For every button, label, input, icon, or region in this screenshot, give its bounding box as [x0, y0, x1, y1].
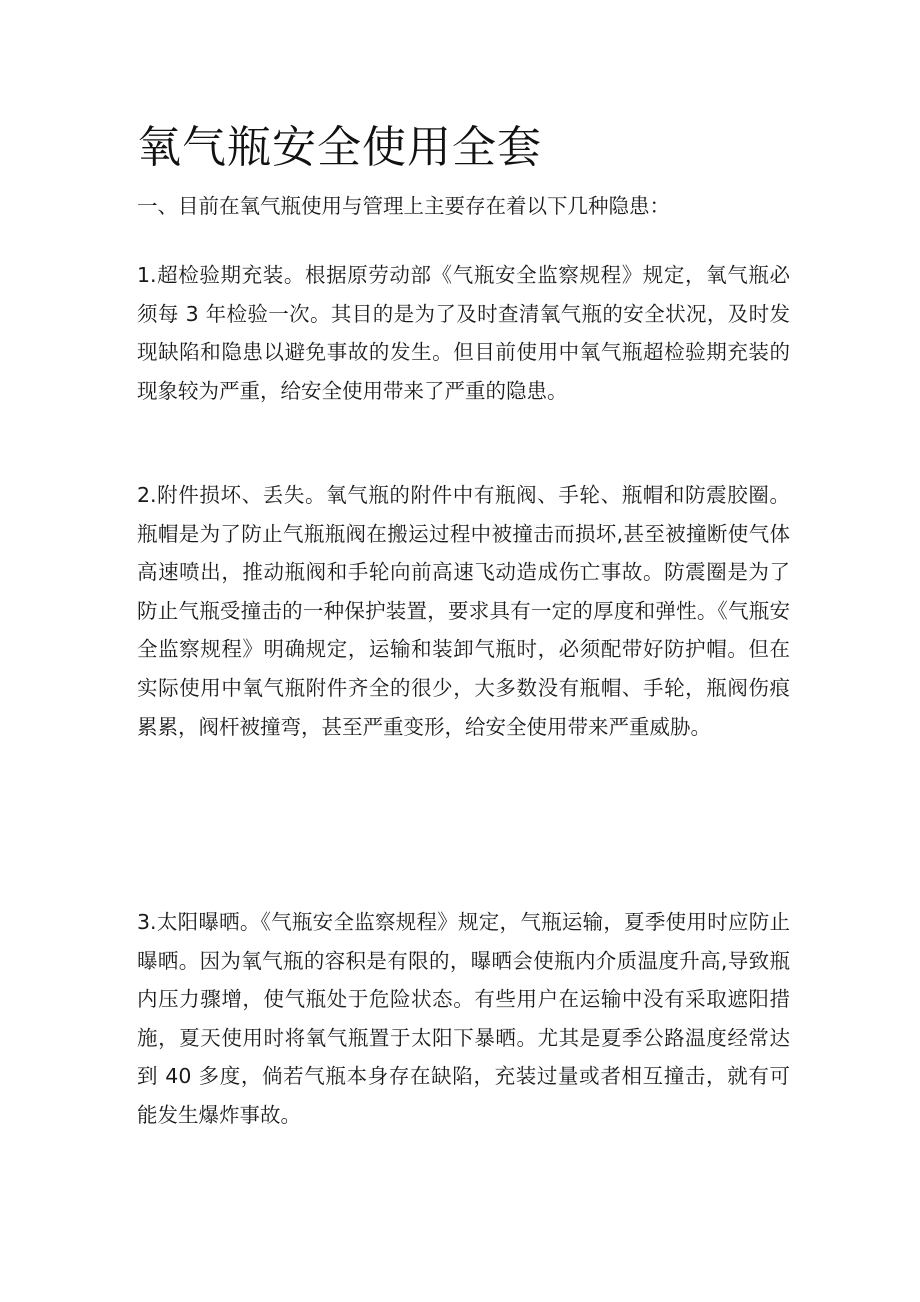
document-title: 氧气瓶安全使用全套: [137, 122, 542, 173]
paragraph-3: 3.太阳曝晒。《气瓶安全监察规程》规定，气瓶运输，夏季使用时应防止曝晒。因为氧气瓶的容积是有限的，曝晒会使瓶内介质温度升高,导致瓶内压力骤增，使气瓶处于危险状态。有些用户在运输中没有采取遮阳措施，夏天使用时将氧气瓶置于太阳下暴晒。尤其是夏季公路温度经常达到 40 多度，倘若气瓶本身存在缺陷，充装过量或者相互撞击，就有可能发生爆炸事故。: [137, 910, 790, 1127]
paragraph-2: 2.附件损坏、丢失。氧气瓶的附件中有瓶阀、手轮、瓶帽和防震胶圈。瓶帽是为了防止气瓶瓶阀在搬运过程中被撞击而损坏,甚至被撞断使气体高速喷出，推动瓶阀和手轮向前高速飞动造成伤亡事故。防震圈是为了防止气瓶受撞击的一种保护装置，要求具有一定的厚度和弹性。《气瓶安全监察规程》明确规定，运输和装卸气瓶时，必须配带好防护帽。但在实际使用中氧气瓶附件齐全的很少，大多数没有瓶帽、手轮，瓶阀伤痕累累，阀杆被撞弯，甚至严重变形，给安全使用带来严重威胁。: [137, 483, 790, 739]
paragraph-1: 1.超检验期充装。根据原劳动部《气瓶安全监察规程》规定，氧气瓶必须每 3 年检验一次。其目的是为了及时查清氧气瓶的安全状况，及时发现缺陷和隐患以避免事故的发生。但目前使用中氧气瓶超检验期充装的现象较为严重，给安全使用带来了严重的隐患。: [137, 263, 790, 403]
section-heading: 一、目前在氧气瓶使用与管理上主要存在着以下几种隐患：: [137, 194, 670, 218]
